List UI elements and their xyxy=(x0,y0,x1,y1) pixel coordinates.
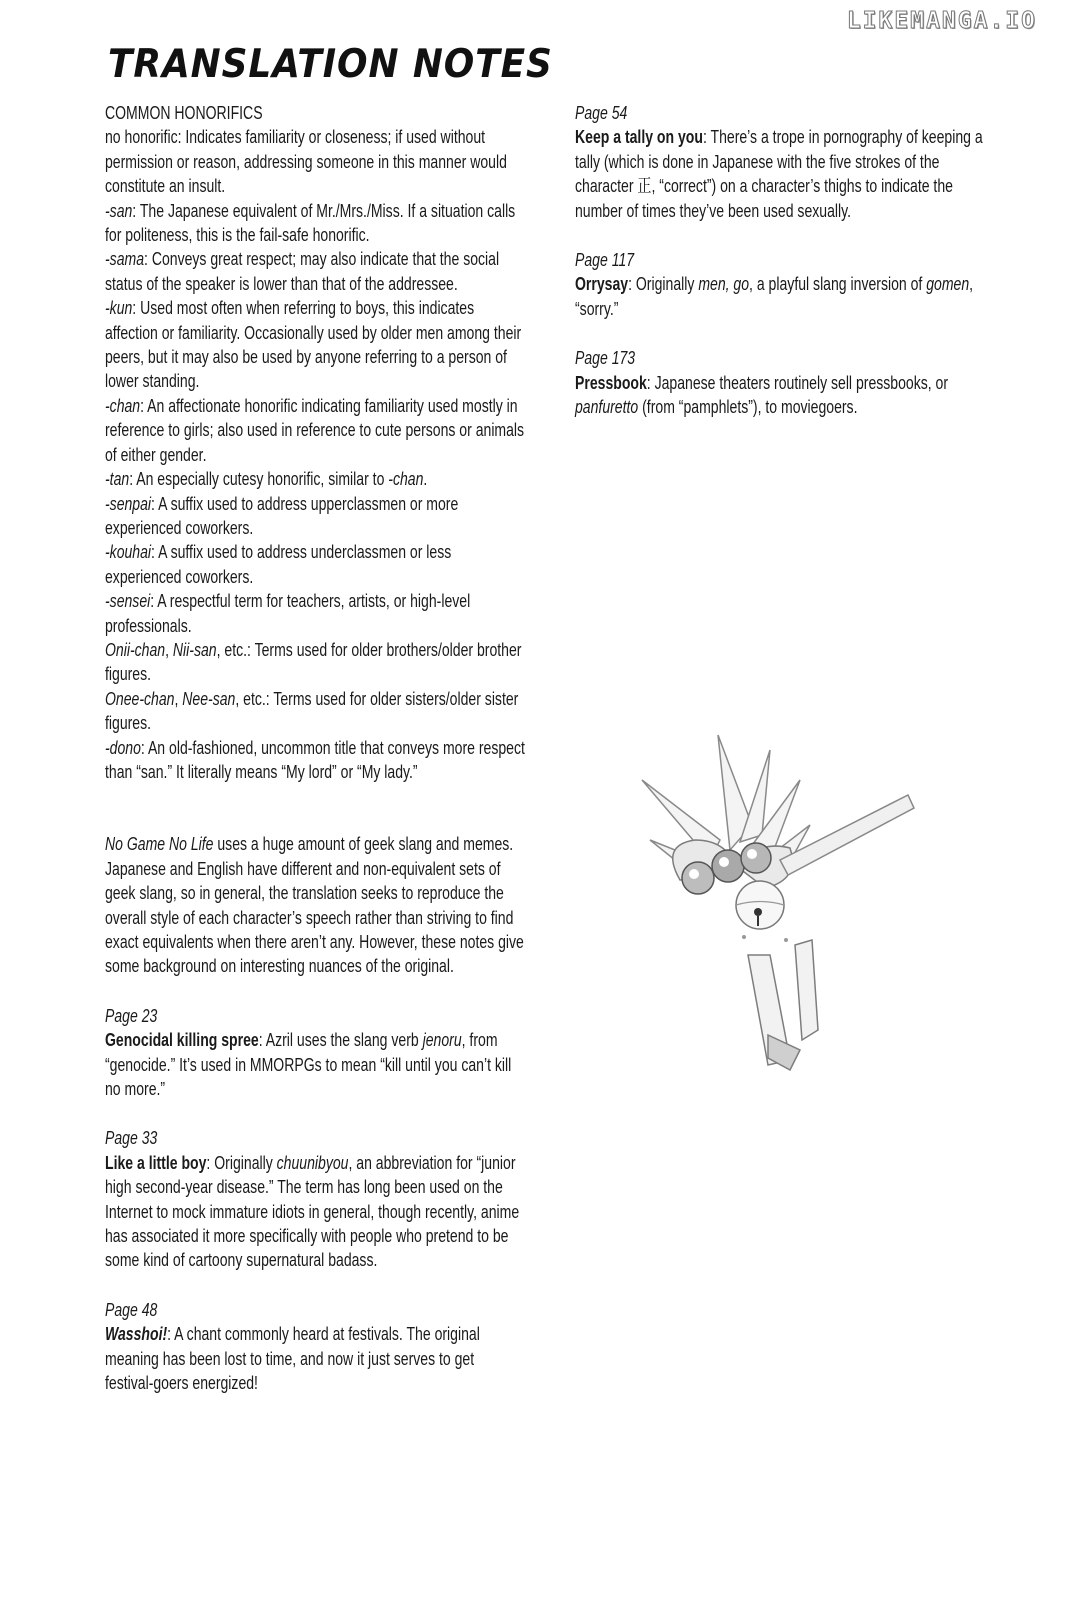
honorific-text: : Conveys great respect; may also indicate that the social status of the speaker is lower than that of the addressee. xyxy=(105,249,500,294)
note-text: : Japanese theaters routinely sell pressbooks, or xyxy=(646,372,949,393)
honorific-term: -san xyxy=(105,200,133,221)
intro-paragraph xyxy=(105,832,526,978)
honorific-text: : A suffix used to address underclassmen or less experienced coworkers. xyxy=(105,542,452,587)
note-emphasis: jenoru xyxy=(422,1030,462,1051)
page-title: TRANSLATION NOTES xyxy=(108,42,553,87)
honorific-text: : The Japanese equivalent of Mr./Mrs./Miss. If a situation calls for politeness, this is the fail-safe honorific. xyxy=(105,200,516,246)
honorific-term: -senpai xyxy=(105,493,152,514)
note-body xyxy=(105,1151,526,1273)
bell-ribbon-illustration xyxy=(640,730,930,1090)
watermark: LIKEMANGA.IO xyxy=(846,8,1037,34)
honorific-entry xyxy=(105,540,526,589)
honorific-text: : Used most often when referring to boys, this indicates affection or familiarity. Occasionally used by older men among their peers, but it may also be used by anyone referring to a person of lower standing. xyxy=(105,298,522,392)
honorific-entry xyxy=(105,247,526,296)
honorific-term: -kouhai xyxy=(105,542,152,563)
note-page-label: Page 33 xyxy=(105,1128,158,1149)
note-text: : Originally xyxy=(628,274,699,295)
note-page-label: Page 48 xyxy=(105,1299,158,1320)
honorific-entry xyxy=(105,492,526,541)
honorific-entry xyxy=(105,199,526,248)
note-text: : There’s a trope in pornography of keeping a tally (which is done in Japanese with the five strokes of the character 正, “correct”) on a character’s thighs to indicate the number of times they’ve been used sexually. xyxy=(575,127,983,221)
honorific-text: , etc.: Terms used for older sisters/older sister figures. xyxy=(105,688,519,734)
note-emphasis: chuunibyou xyxy=(276,1152,349,1173)
sparkle-dots-icon xyxy=(742,935,788,942)
left-column xyxy=(105,101,526,1396)
note-text: : Originally xyxy=(206,1152,277,1173)
honorific-entry xyxy=(105,589,526,638)
note-term: Genocidal killing spree xyxy=(105,1030,259,1051)
note-page-label: Page 173 xyxy=(575,348,636,369)
honorific-text: : A respectful term for teachers, artists, or high-level professionals. xyxy=(105,591,471,636)
note-term: Wasshoi! xyxy=(105,1324,168,1345)
note-term: Like a little boy xyxy=(105,1152,207,1173)
honorific-term-ref: -chan xyxy=(388,469,424,490)
honorifics-heading: COMMON HONORIFICS xyxy=(105,103,263,123)
honorific-text-end: . xyxy=(423,469,428,490)
intro-title: No Game No Life xyxy=(105,834,214,855)
note-term: Orrysay xyxy=(575,274,629,295)
honorific-term: -kun xyxy=(105,298,133,319)
note-term: Pressbook xyxy=(575,372,647,393)
honorific-text: : Indicates familiarity or closeness; if used without permission or reason, addressing someone in this manner would constitute an insult. xyxy=(105,127,507,197)
note-text: , from “genocide.” It’s used in MMORPGs to mean “kill until you can’t kill no more.” xyxy=(105,1030,512,1100)
honorific-term: -sensei xyxy=(105,591,151,612)
honorific-term: Onii-chan xyxy=(105,639,166,660)
honorific-entry xyxy=(105,394,526,467)
note-emphasis: gomen xyxy=(926,274,970,295)
note-body xyxy=(105,1028,526,1101)
honorific-term-alt: Nii-san xyxy=(172,639,217,660)
intro-text: uses a huge amount of geek slang and memes. Japanese and English have different and non-equivalent sets of geek slang, so in general, the translation seeks to reproduce the overall style of each character’s speech rather than striving to find exact equivalents when there aren’t any. However, these notes give some background on interesting nuances of the original. xyxy=(105,834,524,977)
honorific-text: : An old-fashioned, uncommon title that conveys more respect than “san.” It literally means “My lord” or “My lady.” xyxy=(105,737,525,782)
honorific-entry xyxy=(105,736,526,785)
note-text: , a playful slang inversion of xyxy=(749,274,927,295)
hanging-ribbons-icon xyxy=(748,940,818,1070)
honorific-text: , etc.: Terms used for older brothers/older brother figures. xyxy=(105,639,522,685)
honorific-entry xyxy=(105,467,526,491)
note-text: (from “pamphlets”), to moviegoers. xyxy=(638,397,858,418)
note-page-label: Page 117 xyxy=(575,250,635,271)
note-emphasis: panfuretto xyxy=(575,397,639,418)
note-body xyxy=(575,371,996,420)
note-text: , an abbreviation for “junior high second-year disease.” The term has long been used on the Internet to mock immature idiots in general, though recently, anime has associated it more specifically with people who pretend to be some kind of cartoony supernatural badass. xyxy=(105,1152,520,1271)
honorific-sep: , xyxy=(165,639,173,660)
honorific-term: -chan xyxy=(105,395,141,416)
note-page-label: Page 54 xyxy=(575,103,628,123)
note-body xyxy=(575,272,996,321)
honorific-text: : An especially cutesy honorific, similar to xyxy=(129,469,389,490)
note-body xyxy=(105,1322,526,1395)
note-text: , “sorry.” xyxy=(575,274,974,319)
honorific-term: -dono xyxy=(105,737,141,758)
honorific-text: : An affectionate honorific indicating familiarity used mostly in reference to girls; also used in reference to cute persons or animals of either gender. xyxy=(105,395,525,465)
honorific-sep: , xyxy=(174,688,183,709)
right-column xyxy=(575,101,996,419)
note-emphasis: men, go xyxy=(698,274,750,295)
note-term: Keep a tally on you xyxy=(575,127,703,148)
honorific-term: -tan xyxy=(105,469,130,490)
honorific-term: no honorific xyxy=(105,127,178,148)
honorific-term-alt: Nee-san xyxy=(182,688,236,709)
honorific-text: : A suffix used to address upperclassmen or more experienced coworkers. xyxy=(105,493,459,538)
honorific-term: Onee-chan xyxy=(105,688,175,709)
note-page-label: Page 23 xyxy=(105,1005,158,1026)
note-body xyxy=(575,125,996,223)
note-text: : Azril uses the slang verb xyxy=(258,1030,423,1051)
honorific-entry xyxy=(105,638,526,687)
bell-icon xyxy=(736,881,784,929)
honorific-entry xyxy=(105,296,526,394)
honorific-entry xyxy=(105,687,526,736)
honorific-entry xyxy=(105,125,526,198)
honorific-term: -sama xyxy=(105,249,145,270)
note-text: : A chant commonly heard at festivals. The original meaning has been lost to time, and now it just serves to get festival-goers energized! xyxy=(105,1324,480,1394)
